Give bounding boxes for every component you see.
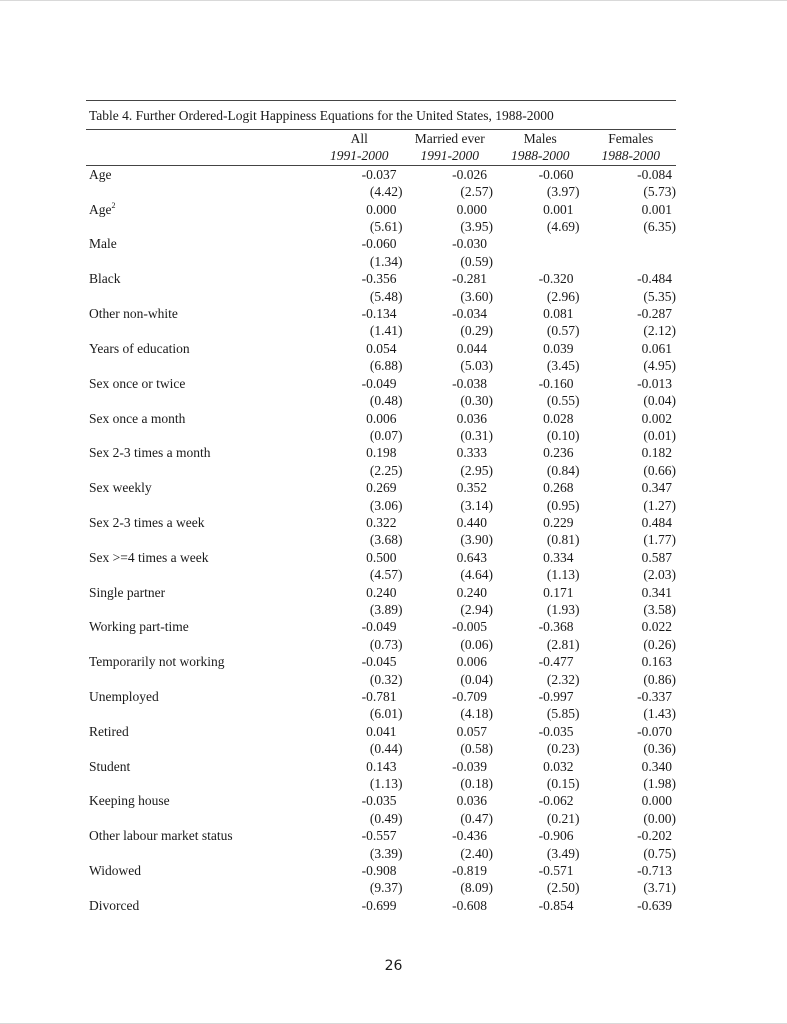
t-statistic-cell: (2.50) (546, 880, 580, 896)
variable-label-text: Years of education (89, 340, 190, 356)
coefficient-cell: 0.340 (641, 758, 672, 774)
coefficient-cell: 0.028 (543, 410, 574, 426)
variable-label-text: Divorced (89, 897, 140, 913)
coefficient-row (86, 444, 676, 461)
variable-label (86, 305, 314, 322)
coefficient-row (86, 165, 676, 183)
variable-label-text: Sex 2-3 times a week (89, 514, 205, 530)
t-statistic-cell: (3.95) (460, 219, 493, 235)
variable-label-text: Age (89, 201, 112, 217)
stat-row-blank (86, 218, 314, 235)
stat-row (86, 497, 676, 514)
t-statistic-cell (586, 253, 677, 270)
stat-row-blank (86, 845, 314, 862)
coefficient-cell: -0.908 (361, 863, 397, 879)
coefficient-cell: 0.000 (641, 793, 672, 809)
header-blank (86, 130, 314, 147)
stat-row (86, 636, 676, 653)
coefficient-cell: 0.061 (641, 340, 672, 356)
coefficient-cell: 0.006 (456, 654, 487, 670)
table-caption: Table 4. Further Ordered-Logit Happiness Equations for the United States, 1988-2000 (86, 101, 676, 130)
t-statistic-cell: (4.57) (369, 567, 403, 583)
column-header: Married ever (414, 131, 485, 146)
variable-label (86, 653, 314, 670)
coefficient-cell: 0.039 (543, 340, 574, 356)
coefficient-cell: -0.337 (637, 689, 672, 704)
t-statistic-cell: (5.48) (369, 288, 403, 304)
coefficient-row (86, 584, 676, 601)
t-statistic-cell: (3.60) (460, 288, 493, 304)
coefficient-cell: 0.500 (366, 549, 397, 565)
coefficient-cell: 0.171 (543, 584, 574, 600)
variable-label-text: Retired (89, 723, 129, 739)
t-statistic-cell: (1.43) (643, 706, 676, 722)
stat-row-blank (86, 775, 314, 792)
t-statistic-cell: (3.97) (546, 184, 580, 200)
column-years-row (86, 147, 676, 165)
coefficient-cell: -0.557 (361, 828, 397, 844)
coefficient-row (86, 618, 676, 635)
stat-row (86, 775, 676, 792)
t-statistic-cell: (0.36) (643, 741, 676, 757)
t-statistic-cell: (5.85) (546, 706, 580, 722)
t-statistic-cell: (0.04) (643, 393, 676, 409)
variable-label (86, 270, 314, 287)
coefficient-row (86, 862, 676, 879)
stat-row (86, 392, 676, 409)
t-statistic-cell: (0.21) (546, 810, 580, 826)
coefficient-cell: -0.709 (452, 689, 487, 704)
coefficient-cell: 0.240 (366, 584, 397, 600)
variable-label (86, 618, 314, 635)
t-statistic-cell: (0.55) (546, 393, 580, 409)
coefficient-cell: 0.341 (641, 584, 672, 600)
variable-label (86, 375, 314, 392)
coefficient-cell: -0.037 (361, 166, 397, 182)
coefficient-cell: -0.060 (361, 236, 397, 252)
variable-label (86, 827, 314, 844)
coefficient-cell: 0.198 (366, 445, 397, 461)
coefficient-cell: 0.057 (456, 723, 487, 739)
column-years: 1988-2000 (495, 147, 586, 165)
coefficient-cell: -0.368 (538, 619, 574, 635)
coefficient-cell: 0.000 (456, 201, 487, 217)
t-statistic-cell: (0.57) (546, 323, 580, 339)
t-statistic-cell: (0.00) (643, 810, 676, 826)
coefficient-row (86, 723, 676, 740)
t-statistic-cell: (2.12) (643, 323, 676, 339)
variable-label-text: Working part-time (89, 619, 189, 635)
coefficient-cell: 0.268 (543, 480, 574, 496)
stat-row-blank (86, 566, 314, 583)
t-statistic-cell: (5.61) (369, 219, 403, 235)
t-statistic-cell: (4.64) (460, 567, 493, 583)
t-statistic-cell: (0.84) (546, 462, 580, 478)
coefficient-cell: -0.699 (361, 897, 397, 913)
coefficient-row (86, 479, 676, 496)
t-statistic-cell: (0.86) (643, 671, 676, 687)
t-statistic-cell: (0.01) (643, 427, 676, 443)
t-statistic-cell: (0.47) (460, 810, 493, 826)
t-statistic-cell: (3.58) (643, 601, 676, 617)
coefficient-cell: -0.281 (452, 271, 487, 287)
coefficient-cell: -0.484 (637, 271, 672, 287)
variable-label (86, 792, 314, 809)
stat-row (86, 531, 676, 548)
t-statistic-cell: (0.07) (369, 427, 403, 443)
t-statistic-cell: (2.32) (546, 671, 580, 687)
coefficient-cell: -0.026 (452, 166, 487, 182)
t-statistic-cell: (0.66) (643, 462, 676, 478)
variable-label (86, 201, 314, 218)
coefficient-cell: -0.819 (452, 863, 487, 879)
t-statistic-cell: (3.14) (460, 497, 493, 513)
stat-row (86, 705, 676, 722)
stat-row (86, 322, 676, 339)
coefficient-row (86, 514, 676, 531)
coefficient-row (86, 235, 676, 252)
variable-label (86, 479, 314, 496)
t-statistic-cell: (2.57) (460, 184, 493, 200)
t-statistic-cell: (2.03) (643, 567, 676, 583)
coefficient-cell: -0.571 (538, 863, 574, 879)
coefficient-row (86, 653, 676, 670)
stat-row (86, 253, 676, 270)
coefficient-row (86, 897, 676, 914)
coefficient-cell: 0.000 (366, 201, 397, 217)
t-statistic-cell: (5.35) (643, 288, 676, 304)
coefficient-cell: 0.001 (641, 201, 672, 217)
t-statistic-cell: (1.13) (369, 776, 403, 792)
t-statistic-cell: (1.98) (643, 776, 676, 792)
column-years: 1991-2000 (314, 147, 405, 165)
t-statistic-cell: (1.41) (369, 323, 403, 339)
variable-label (86, 549, 314, 566)
coefficient-cell: 0.032 (543, 758, 574, 774)
coefficient-cell: -0.049 (361, 619, 397, 635)
variable-label-text: Widowed (89, 863, 141, 879)
variable-label (86, 235, 314, 252)
coefficient-cell: -0.356 (361, 271, 397, 287)
coefficient-row (86, 305, 676, 322)
t-statistic-cell: (1.34) (369, 253, 403, 269)
t-statistic-cell: (0.23) (546, 741, 580, 757)
t-statistic-cell: (0.75) (643, 845, 676, 861)
t-statistic-cell: (3.90) (460, 532, 493, 548)
t-statistic-cell: (2.94) (460, 601, 493, 617)
t-statistic-cell: (0.10) (546, 427, 580, 443)
t-statistic-cell: (1.27) (643, 497, 676, 513)
coefficient-cell: -0.030 (452, 236, 487, 252)
column-years: 1991-2000 (405, 147, 496, 165)
stat-row (86, 671, 676, 688)
t-statistic-cell: (3.06) (369, 497, 403, 513)
t-statistic-cell: (0.04) (460, 671, 493, 687)
label-superscript: 2 (111, 200, 116, 210)
stat-row (86, 566, 676, 583)
variable-label (86, 514, 314, 531)
t-statistic-cell: (6.88) (369, 358, 403, 374)
coefficient-row (86, 410, 676, 427)
t-statistic-cell: (0.81) (546, 532, 580, 548)
t-statistic-cell: (5.03) (460, 358, 493, 374)
t-statistic-cell: (3.39) (369, 845, 403, 861)
t-statistic-cell: (2.25) (369, 462, 403, 478)
coefficient-row (86, 792, 676, 809)
column-header: All (350, 131, 368, 146)
t-statistic-cell: (6.35) (643, 219, 676, 235)
stat-row-blank (86, 705, 314, 722)
coefficient-cell: -0.639 (637, 897, 672, 913)
stat-row-blank (86, 636, 314, 653)
stat-row-blank (86, 810, 314, 827)
coefficient-cell: 0.006 (366, 410, 397, 426)
coefficient-cell: 0.269 (366, 480, 397, 496)
variable-label-text: Sex once a month (89, 410, 186, 426)
stat-row (86, 601, 676, 618)
coefficient-cell: 0.229 (543, 514, 574, 530)
t-statistic-cell: (8.09) (460, 880, 493, 896)
coefficient-cell: 0.163 (641, 654, 672, 670)
column-header: Males (523, 131, 557, 146)
coefficient-cell: -0.062 (538, 793, 574, 809)
coefficient-cell: -0.477 (538, 654, 574, 670)
variable-label-text: Age (89, 166, 112, 182)
coefficient-cell: 0.333 (456, 445, 487, 461)
coefficient-cell: -0.034 (452, 306, 487, 322)
coefficient-cell: -0.320 (538, 271, 574, 287)
table-body (86, 165, 676, 914)
t-statistic-cell: (4.42) (369, 184, 403, 200)
variable-label-text: Sex >=4 times a week (89, 549, 209, 565)
coefficient-cell: 0.643 (456, 549, 487, 565)
column-header: Females (608, 131, 654, 146)
stat-row-blank (86, 427, 314, 444)
t-statistic-cell: (0.06) (460, 636, 493, 652)
coefficient-cell: -0.854 (538, 897, 574, 913)
stat-row (86, 845, 676, 862)
variable-label (86, 758, 314, 775)
coefficient-cell: 0.036 (456, 793, 487, 809)
variable-label-text: Other labour market status (89, 828, 233, 844)
coefficient-cell: -0.608 (452, 897, 487, 913)
t-statistic-cell: (0.30) (460, 393, 493, 409)
coefficient-row (86, 549, 676, 566)
t-statistic-cell: (4.69) (546, 219, 580, 235)
coefficient-cell: 0.036 (456, 410, 487, 426)
stat-row-blank (86, 357, 314, 374)
t-statistic-cell: (3.68) (369, 532, 403, 548)
stat-row-blank (86, 497, 314, 514)
t-statistic-cell: (2.40) (460, 845, 493, 861)
variable-label-text: Sex weekly (89, 480, 152, 496)
t-statistic-cell: (0.18) (460, 776, 493, 792)
coefficient-row (86, 340, 676, 357)
stat-row (86, 462, 676, 479)
t-statistic-cell: (0.58) (460, 741, 493, 757)
coefficient-cell: 0.041 (366, 723, 397, 739)
variable-label (86, 340, 314, 357)
t-statistic-cell: (0.15) (546, 776, 580, 792)
t-statistic-cell: (6.01) (369, 706, 403, 722)
coefficient-cell: 0.587 (641, 549, 672, 565)
variable-label (86, 165, 314, 183)
variable-label (86, 410, 314, 427)
t-statistic-cell: (3.45) (546, 358, 580, 374)
stat-row (86, 218, 676, 235)
t-statistic-cell: (1.93) (546, 601, 580, 617)
t-statistic-cell (495, 253, 586, 270)
coefficient-cell: 0.240 (456, 584, 487, 600)
t-statistic-cell: (1.77) (643, 532, 676, 548)
variable-label (86, 897, 314, 914)
variable-label-text: Single partner (89, 584, 166, 600)
coefficient-row (86, 270, 676, 287)
t-statistic-cell: (0.32) (369, 671, 403, 687)
t-statistic-cell: (1.13) (546, 567, 580, 583)
t-statistic-cell: (0.26) (643, 636, 676, 652)
t-statistic-cell: (4.95) (643, 358, 676, 374)
t-statistic-cell: (0.95) (546, 497, 580, 513)
variable-label-text: Unemployed (89, 689, 159, 704)
coefficient-cell: -0.906 (538, 828, 574, 844)
t-statistic-cell: (3.71) (643, 880, 676, 896)
coefficient-cell: -0.035 (361, 793, 397, 809)
coefficient-cell: 0.143 (366, 758, 397, 774)
variable-label (86, 444, 314, 461)
coefficient-cell: -0.084 (637, 166, 672, 182)
header-blank (86, 147, 314, 165)
coefficient-cell: 0.347 (641, 480, 672, 496)
t-statistic-cell: (9.37) (369, 880, 403, 896)
stat-row (86, 183, 676, 200)
coefficient-cell (495, 235, 586, 252)
coefficient-cell: -0.781 (361, 689, 397, 704)
variable-label (86, 862, 314, 879)
t-statistic-cell: (3.89) (369, 601, 403, 617)
coefficient-cell: 0.054 (366, 340, 397, 356)
t-statistic-cell: (0.31) (460, 427, 493, 443)
stat-row-blank (86, 288, 314, 305)
coefficient-cell: -0.045 (361, 654, 397, 670)
coefficient-cell: 0.081 (543, 306, 574, 322)
variable-label-text: Male (89, 236, 117, 252)
coefficient-row (86, 758, 676, 775)
variable-label (86, 688, 314, 705)
t-statistic-cell: (0.49) (369, 810, 403, 826)
t-statistic-cell: (0.73) (369, 636, 403, 652)
coefficient-row (86, 827, 676, 844)
stat-row-blank (86, 322, 314, 339)
t-statistic-cell: (0.44) (369, 741, 403, 757)
regression-table (86, 130, 676, 914)
stat-row (86, 288, 676, 305)
variable-label-text: Sex once or twice (89, 375, 186, 391)
variable-label-text: Keeping house (89, 793, 170, 809)
coefficient-cell: 0.182 (641, 445, 672, 461)
column-header-row (86, 130, 676, 147)
stat-row-blank (86, 531, 314, 548)
variable-label (86, 584, 314, 601)
coefficient-cell: 0.022 (641, 619, 672, 635)
coefficient-cell: -0.013 (637, 375, 672, 391)
coefficient-cell: 0.322 (366, 514, 397, 530)
stat-row-blank (86, 740, 314, 757)
coefficient-cell: -0.039 (452, 758, 487, 774)
variable-label-text: Sex 2-3 times a month (89, 445, 211, 461)
stat-row-blank (86, 392, 314, 409)
t-statistic-cell: (0.59) (460, 253, 493, 269)
coefficient-cell: -0.202 (637, 828, 672, 844)
coefficient-row (86, 201, 676, 218)
stat-row-blank (86, 253, 314, 270)
coefficient-cell: 0.334 (543, 549, 574, 565)
coefficient-cell: 0.001 (543, 201, 574, 217)
t-statistic-cell: (2.96) (546, 288, 580, 304)
coefficient-cell: 0.236 (543, 445, 574, 461)
stat-row (86, 427, 676, 444)
coefficient-cell: -0.997 (538, 689, 574, 704)
variable-label-text: Black (89, 271, 121, 287)
page-number: 26 (384, 958, 403, 974)
coefficient-cell: -0.038 (452, 375, 487, 391)
coefficient-cell: -0.713 (637, 863, 672, 879)
coefficient-cell: 0.440 (456, 514, 487, 530)
stat-row (86, 740, 676, 757)
variable-label-text: Student (89, 758, 131, 774)
coefficient-cell: -0.070 (637, 723, 672, 739)
coefficient-cell: 0.484 (641, 514, 672, 530)
t-statistic-cell: (0.29) (460, 323, 493, 339)
t-statistic-cell: (3.49) (546, 845, 580, 861)
coefficient-cell: -0.005 (452, 619, 487, 635)
results-table-block (86, 100, 676, 914)
stat-row-blank (86, 183, 314, 200)
stat-row-blank (86, 462, 314, 479)
t-statistic-cell: (4.18) (460, 706, 493, 722)
stat-row-blank (86, 601, 314, 618)
variable-label-text: Temporarily not working (89, 654, 225, 670)
coefficient-cell: -0.035 (538, 723, 574, 739)
column-years: 1988-2000 (586, 147, 677, 165)
stat-row-blank (86, 671, 314, 688)
stat-row (86, 357, 676, 374)
stat-row (86, 810, 676, 827)
coefficient-cell: 0.352 (456, 480, 487, 496)
coefficient-cell: 0.044 (456, 340, 487, 356)
coefficient-cell: -0.436 (452, 828, 487, 844)
coefficient-cell: -0.160 (538, 375, 574, 391)
coefficient-cell: -0.287 (637, 306, 672, 322)
stat-row (86, 879, 676, 896)
t-statistic-cell: (2.81) (546, 636, 580, 652)
coefficient-cell: 0.002 (641, 410, 672, 426)
variable-label-text: Other non-white (89, 306, 178, 322)
coefficient-cell (586, 235, 677, 252)
variable-label (86, 723, 314, 740)
coefficient-row (86, 688, 676, 705)
t-statistic-cell: (2.95) (460, 462, 493, 478)
coefficient-cell: -0.049 (361, 375, 397, 391)
t-statistic-cell: (5.73) (643, 184, 676, 200)
coefficient-row (86, 375, 676, 392)
coefficient-cell: -0.134 (361, 306, 397, 322)
t-statistic-cell: (0.48) (369, 393, 403, 409)
coefficient-cell: -0.060 (538, 166, 574, 182)
stat-row-blank (86, 879, 314, 896)
